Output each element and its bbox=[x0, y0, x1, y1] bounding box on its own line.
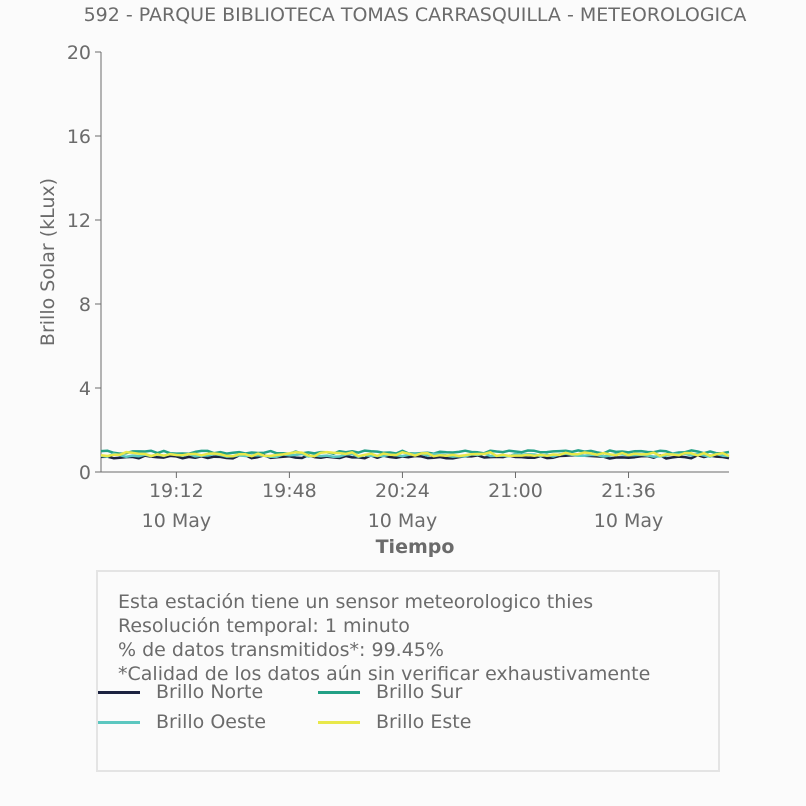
y-tick-label: 12 bbox=[66, 210, 91, 232]
x-tick-label: 21:00 bbox=[488, 480, 543, 502]
legend-item-brillo-sur bbox=[318, 680, 462, 704]
x-tick-date-label: 10 May bbox=[367, 510, 438, 532]
x-tick-date-label: 10 May bbox=[141, 510, 212, 532]
y-tick-label: 4 bbox=[78, 378, 91, 400]
y-tick-label: 16 bbox=[66, 126, 91, 148]
legend-item-brillo-oeste bbox=[98, 710, 266, 734]
y-tick-label: 8 bbox=[78, 294, 91, 316]
legend-swatch-oeste bbox=[98, 721, 140, 724]
legend-label: Brillo Sur bbox=[376, 681, 463, 703]
y-axis-label: Brillo Solar (kLux) bbox=[37, 177, 59, 347]
legend-label: Brillo Oeste bbox=[156, 711, 267, 733]
legend-swatch-norte bbox=[98, 691, 140, 694]
x-tick-label: 19:12 bbox=[148, 480, 204, 502]
x-tick-label: 21:36 bbox=[601, 480, 656, 502]
info-sensor-line: Esta estación tiene un sensor meteorologico thies bbox=[118, 591, 594, 613]
legend-label: Brillo Este bbox=[376, 711, 472, 733]
legend-swatch-este bbox=[318, 721, 360, 724]
x-tick-date-label: 10 May bbox=[593, 510, 664, 532]
info-resolution-line: Resolución temporal: 1 minuto bbox=[118, 615, 410, 637]
legend-swatch-sur bbox=[318, 691, 360, 694]
info-legend-box bbox=[96, 570, 720, 772]
y-tick-label: 0 bbox=[78, 462, 91, 484]
info-quality-note: *Calidad de los datos aún sin verificar exhaustivamente bbox=[118, 663, 651, 685]
x-axis-label: Tiempo bbox=[375, 536, 455, 558]
info-transmission-line: % de datos transmitidos*: 99.45% bbox=[118, 639, 444, 661]
y-tick-label: 20 bbox=[66, 42, 91, 64]
x-tick-label: 19:48 bbox=[262, 480, 317, 502]
legend-item-brillo-norte bbox=[98, 680, 263, 704]
x-tick-label: 20:24 bbox=[375, 480, 430, 502]
legend-label: Brillo Norte bbox=[156, 681, 264, 703]
chart-title: 592 - PARQUE BIBLIOTECA TOMAS CARRASQUILLA - METEOROLOGICA bbox=[83, 4, 747, 26]
station-info bbox=[118, 590, 650, 686]
legend-item-brillo-este bbox=[318, 710, 471, 734]
